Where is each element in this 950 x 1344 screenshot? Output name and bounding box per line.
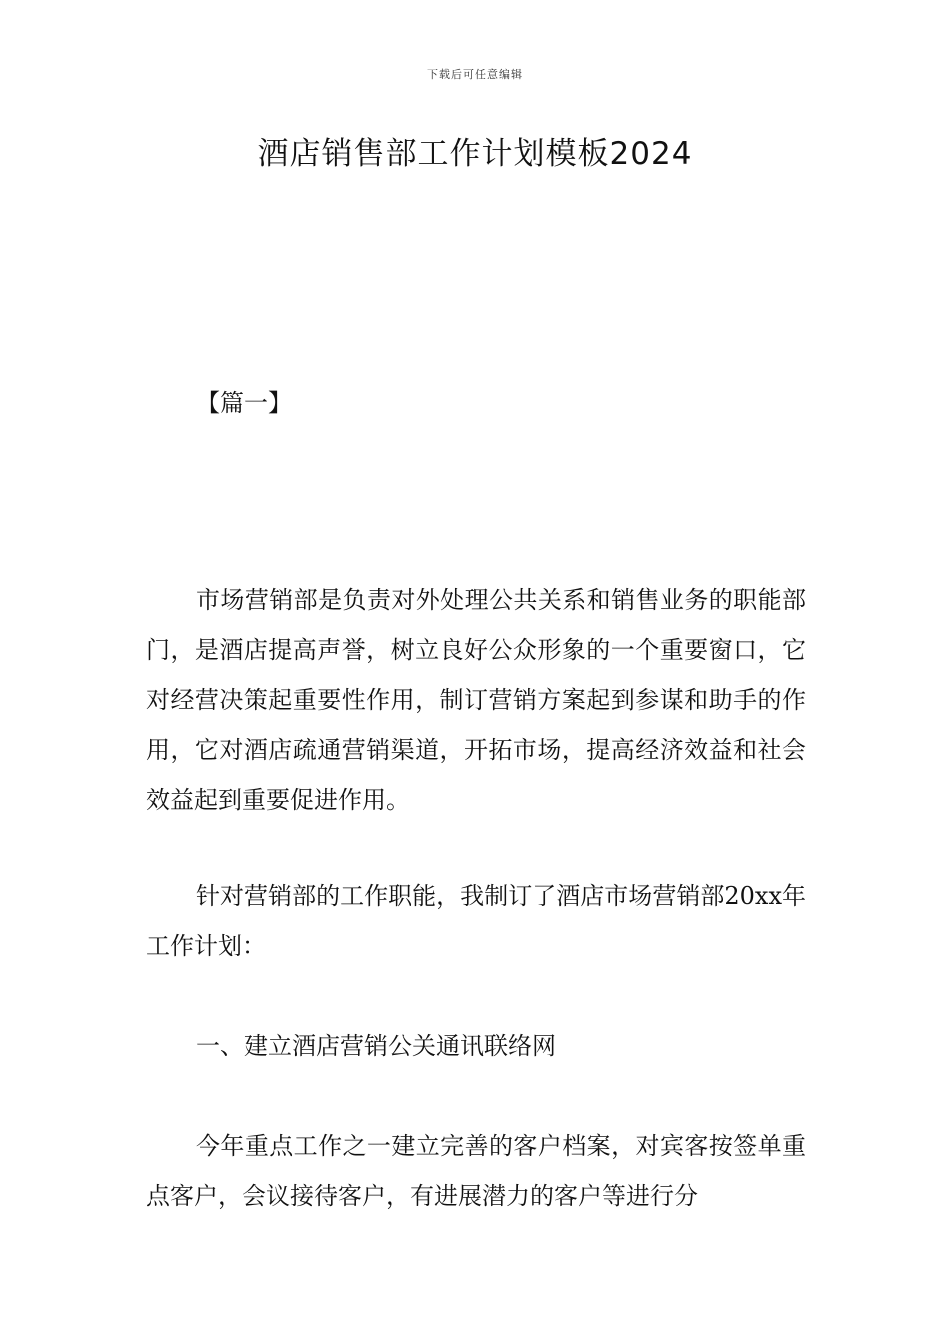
paragraph-plan-intro: 针对营销部的工作职能，我制订了酒店市场营销部20xx年工作计划：: [146, 882, 806, 960]
paragraph-client-files: 今年重点工作之一建立完善的客户档案，对宾客按签单重点客户，会议接待客户，有进展潜力的客户等进行分: [146, 1132, 806, 1210]
header-note: 下载后可任意编辑: [427, 68, 523, 81]
document-title: 酒店销售部工作计划模板2024: [257, 136, 693, 172]
section-label: 【篇一】: [196, 389, 292, 417]
paragraph-intro: 市场营销部是负责对外处理公共关系和销售业务的职能部门，是酒店提高声誉，树立良好公众形象的一个重要窗口，它对经营决策起重要性作用，制订营销方案起到参谋和助手的作用，它对酒店疏通营销渠道，开拓市场，提高经济效益和社会效益起到重要促进作用。: [146, 586, 806, 814]
section-heading-1: 一、建立酒店营销公关通讯联络网: [196, 1032, 556, 1060]
